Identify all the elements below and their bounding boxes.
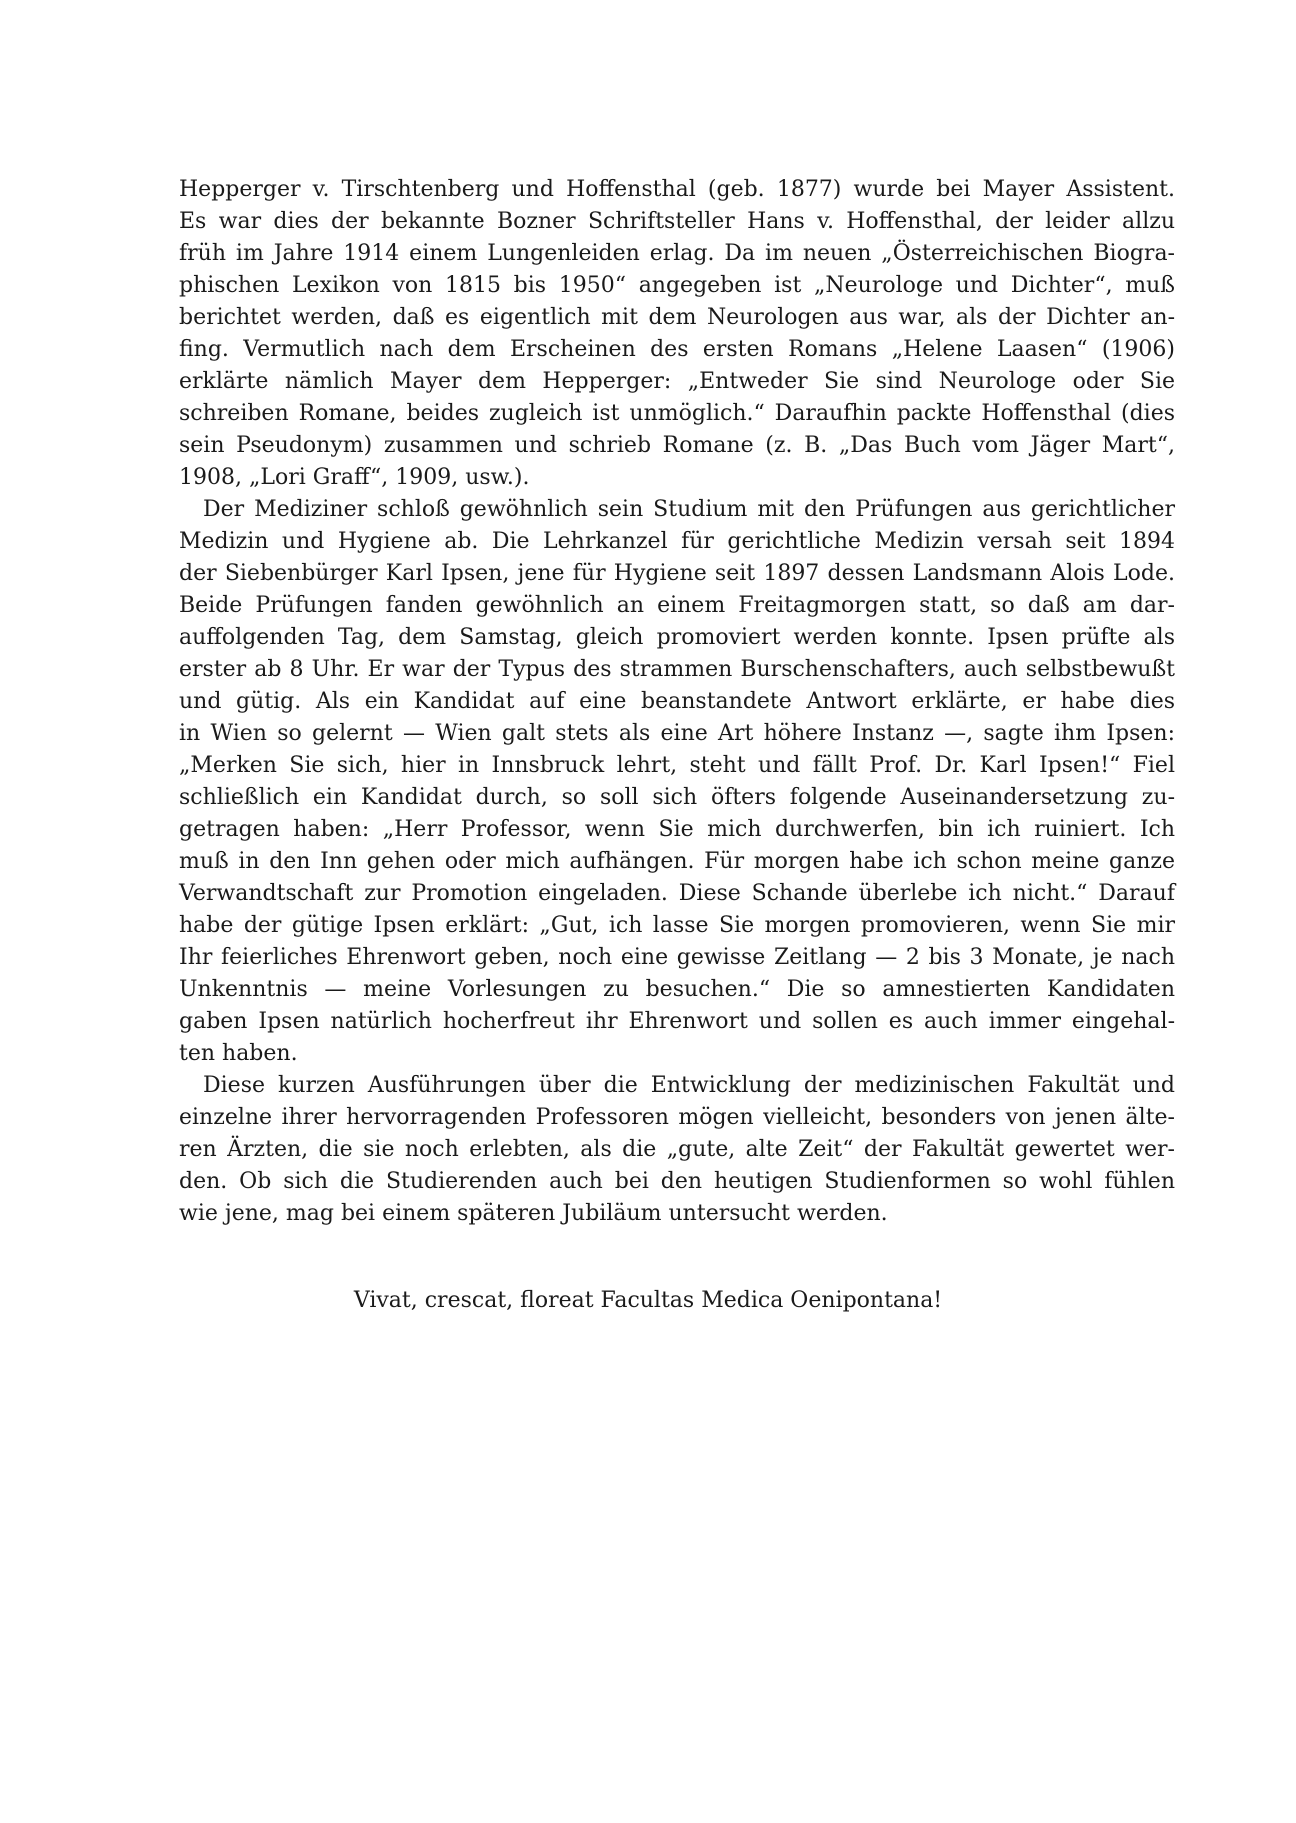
text-line: fing. Vermutlich nach dem Erscheinen des ersten Romans „Helene Laasen“ (1906) (179, 337, 1175, 362)
text-line: 1908, „Lori Graff“, 1909, usw.). (179, 465, 530, 490)
text-line: Beide Prüfungen fanden gewöhnlich an einem Freitagmorgen statt, so daß am dar- (179, 593, 1175, 618)
text-line: wie jene, mag bei einem späteren Jubiläum untersucht werden. (179, 1201, 888, 1226)
text-line: berichtet werden, daß es eigentlich mit dem Neurologen aus war, als der Dichter an- (179, 305, 1175, 330)
text-line: Diese kurzen Ausführungen über die Entwicklung der medizinischen Fakultät und (203, 1073, 1175, 1098)
text-line: muß in den Inn gehen oder mich aufhängen. Für morgen habe ich schon meine ganze (179, 849, 1175, 874)
text-line: ten haben. (179, 1041, 298, 1066)
closing-line: Vivat, crescat, floreat Facultas Medica Oenipontana! (353, 1288, 943, 1313)
text-line: sein Pseudonym) zusammen und schrieb Romane (z. B. „Das Buch vom Jäger Mart“, (179, 433, 1175, 458)
text-line: einzelne ihrer hervorragenden Professoren mögen vielleicht, besonders von jenen älte- (179, 1105, 1175, 1130)
text-line: in Wien so gelernt — Wien galt stets als eine Art höhere Instanz —, sagte ihm Ipsen: (179, 721, 1175, 746)
text-line: schreiben Romane, beides zugleich ist unmöglich.“ Daraufhin packte Hoffensthal (dies (179, 401, 1175, 426)
text-line: erster ab 8 Uhr. Er war der Typus des strammen Burschenschafters, auch selbstbewußt (179, 657, 1175, 682)
paragraph-3 (179, 1070, 1175, 1230)
text-line: Es war dies der bekannte Bozner Schriftsteller Hans v. Hoffensthal, der leider allzu (179, 209, 1175, 234)
text-line: getragen haben: „Herr Professor, wenn Sie mich durchwerfen, bin ich ruiniert. Ich (179, 817, 1175, 842)
text-line: erklärte nämlich Mayer dem Hepperger: „Entweder Sie sind Neurologe oder Sie (179, 369, 1175, 394)
text-line: „Merken Sie sich, hier in Innsbruck lehrt, steht und fällt Prof. Dr. Karl Ipsen!“ Fiel (179, 753, 1175, 778)
text-line: und gütig. Als ein Kandidat auf eine beanstandete Antwort erklärte, er habe dies (179, 689, 1175, 714)
text-line: gaben Ipsen natürlich hocherfreut ihr Ehrenwort und sollen es auch immer eingehal- (179, 1009, 1175, 1034)
paragraph-1 (179, 174, 1175, 494)
body-text (179, 174, 1175, 1230)
text-line: Verwandtschaft zur Promotion eingeladen. Diese Schande überlebe ich nicht.“ Darauf (179, 881, 1175, 906)
text-line: Der Mediziner schloß gewöhnlich sein Studium mit den Prüfungen aus gerichtlicher (203, 497, 1175, 522)
text-line: Hepperger v. Tirschtenberg und Hoffensthal (geb. 1877) wurde bei Mayer Assistent. (179, 177, 1175, 202)
text-line: Unkenntnis — meine Vorlesungen zu besuchen.“ Die so amnestierten Kandidaten (179, 977, 1175, 1002)
text-line: Medizin und Hygiene ab. Die Lehrkanzel für gerichtliche Medizin versah seit 1894 (179, 529, 1175, 554)
text-line: auffolgenden Tag, dem Samstag, gleich promoviert werden konnte. Ipsen prüfte als (179, 625, 1175, 650)
text-line: der Siebenbürger Karl Ipsen, jene für Hygiene seit 1897 dessen Landsmann Alois Lode. (179, 561, 1175, 586)
paragraph-2 (179, 494, 1175, 1070)
text-line: früh im Jahre 1914 einem Lungenleiden erlag. Da im neuen „Österreichischen Biogra- (179, 241, 1175, 266)
text-line: Ihr feierliches Ehrenwort geben, noch eine gewisse Zeitlang — 2 bis 3 Monate, je nach (179, 945, 1175, 970)
text-line: habe der gütige Ipsen erklärt: „Gut, ich lasse Sie morgen promovieren, wenn Sie mir (179, 913, 1175, 938)
text-line: den. Ob sich die Studierenden auch bei den heutigen Studienformen so wohl fühlen (179, 1169, 1175, 1194)
text-line: schließlich ein Kandidat durch, so soll sich öfters folgende Auseinandersetzung zu- (179, 785, 1175, 810)
text-line: phischen Lexikon von 1815 bis 1950“ angegeben ist „Neurologe und Dichter“, muß (179, 273, 1175, 298)
text-line: ren Ärzten, die sie noch erlebten, als die „gute, alte Zeit“ der Fakultät gewertet wer- (179, 1137, 1175, 1162)
